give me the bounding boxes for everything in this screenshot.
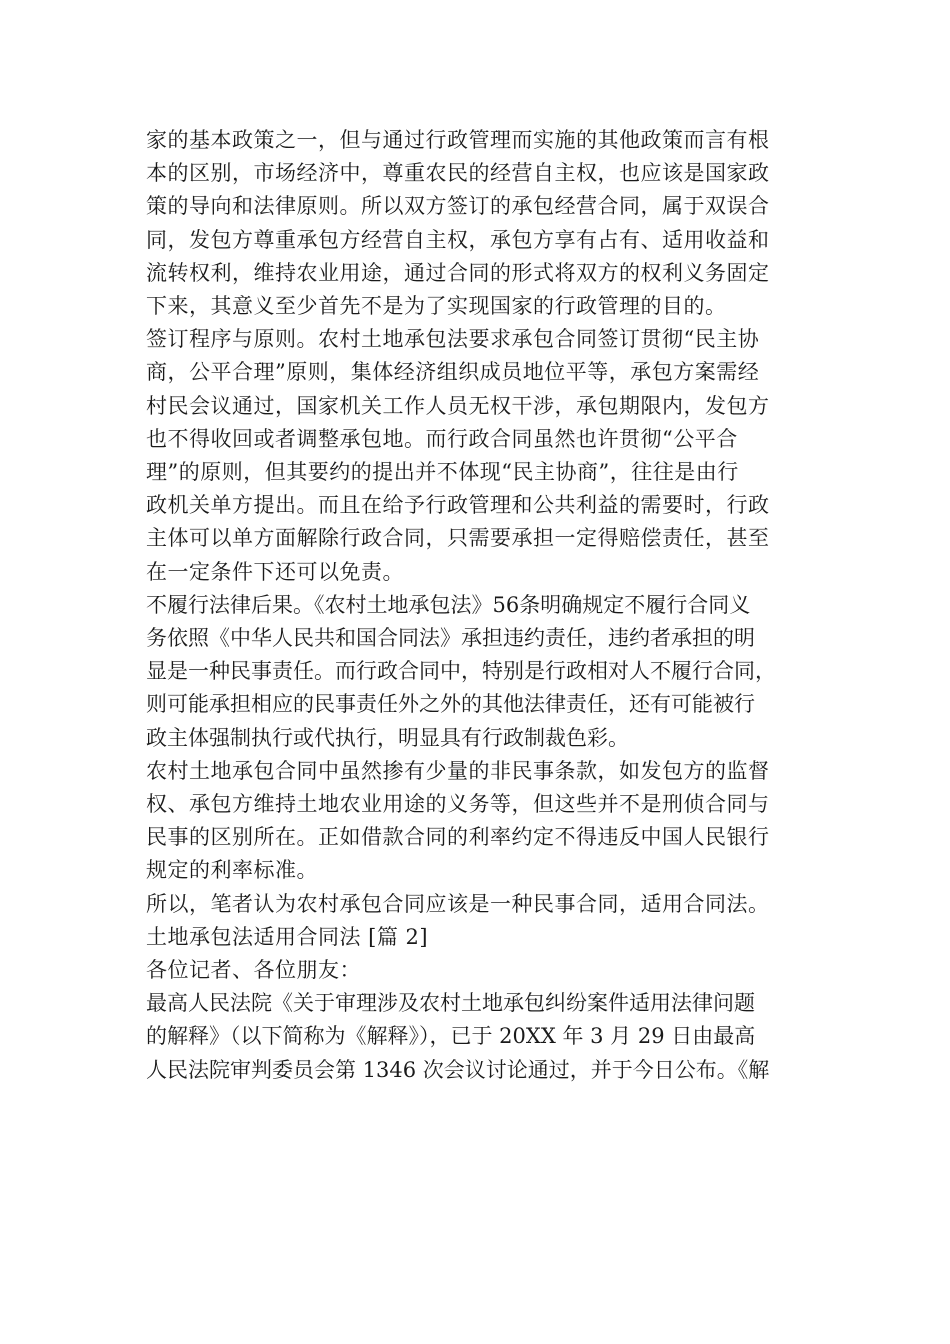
section-heading: 土地承包法适用合同法 [篇 2] <box>146 924 429 949</box>
paragraph-6: 最高人民法院《关于审理涉及农村土地承包纠纷案件适用法律问题 的解释》（以下简称为《解释》），已于 20XX 年 3 月 29 日由最高 人民法院审判委员会第 1346 次会议讨论通过，并于今日公布。《解 <box>146 991 770 1082</box>
paragraph-3: 不履行法律后果。《农村土地承包法》56条明确规定不履行合同义 务依照《中华人民共和国合同法》承担违约责任，违约者承担的明 显是一种民事责任。而行政合同中，特别是行政相对人不履行合同， 则可能承担相应的民事责任外之外的其他法律责任，还有可能被行 政主体强制执行或代执行，明显具有行政制裁色彩。 <box>146 592 776 750</box>
salutation: 各位记者、各位朋友： <box>146 958 361 983</box>
paragraph-2: 签订程序与原则。农村土地承包法要求承包合同签订贯彻“民主协 商，公平合理”原则，集体经济组织成员地位平等，承包方案需经 村民会议通过，国家机关工作人员无权干涉，承包期限内，发包方 也不得收回或者调整承包地。而行政合同虽然也许贯彻“公平合 理”的原则，但其要约的提出并不体现“民主协商”，往往是由行 政机关单方提出。而且在给予行政管理和公共利益的需要时，行政 主体可以单方面解除行政合同，只需要承担一定得赔偿责任，甚至 在一定条件下还可以免责。 <box>146 327 770 584</box>
paragraph-5: 所以，笔者认为农村承包合同应该是一种民事合同，适用合同法。 <box>146 891 770 916</box>
document-body <box>146 124 826 1087</box>
paragraph-1: 家的基本政策之一，但与通过行政管理而实施的其他政策而言有根 本的区别，市场经济中，尊重农民的经营自主权，也应该是国家政 策的导向和法律原则。所以双方签订的承包经营合同，属于双误合 同，发包方尊重承包方经营自主权，承包方享有占有、适用收益和 流转权利，维持农业用途，通过合同的形式将双方的权利义务固定 下来，其意义至少首先不是为了实现国家的行政管理的目的。 <box>146 128 770 319</box>
paragraph-4: 农村土地承包合同中虽然掺有少量的非民事条款，如发包方的监督 权、承包方维持土地农业用途的义务等，但这些并不是刑侦合同与 民事的区别所在。正如借款合同的利率约定不得违反中国人民银行 规定的利率标准。 <box>146 758 770 883</box>
